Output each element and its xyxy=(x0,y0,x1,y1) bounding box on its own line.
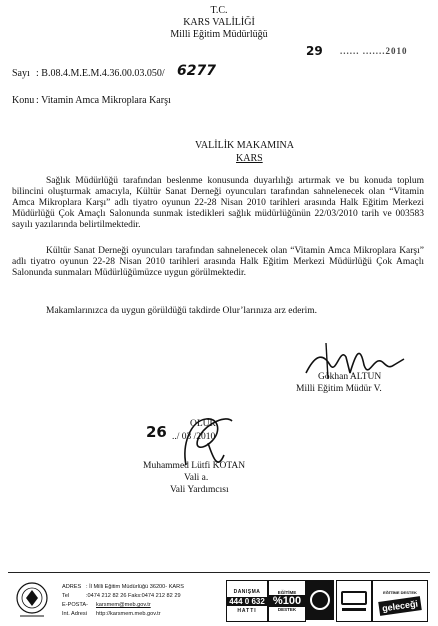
footer-address-label: ADRES xyxy=(62,584,82,590)
danisma-logo-bottom: HATTI xyxy=(237,607,257,614)
gelecek-logo-top: EĞİTİME DESTEK xyxy=(383,589,417,595)
egitime-logo-number: %100 xyxy=(269,595,305,607)
footer-web-link[interactable]: http://karsmem.meb.gov.tr xyxy=(96,611,161,617)
approval-olur: OLUR xyxy=(190,419,216,429)
recipient-line1: VALİLİK MAKAMINA xyxy=(195,140,294,151)
header-tc: T.C. xyxy=(210,5,228,16)
footer-tel-value: :0474 212 82 26 Faks:0474 212 82 29 xyxy=(86,593,181,599)
date-stamp-day: 29 xyxy=(306,44,323,58)
egitime-logo-top: EĞİTİME xyxy=(277,590,297,595)
footer-web-label: Int. Adresi xyxy=(62,611,87,617)
gelecek-logo-main: geleceği xyxy=(378,596,422,616)
header-governorship: KARS VALİLİĞİ xyxy=(183,17,255,28)
approval-title-1: Vali a. xyxy=(184,473,209,483)
footer-tel-label: Tel xyxy=(62,593,70,599)
gelecek-logo xyxy=(372,580,428,622)
footer-address-value: : İl Milli Eğitim Müdürlüğü 36200- KARS xyxy=(86,584,184,590)
approval-date-day: 26 xyxy=(146,423,167,441)
egitime-logo-bottom: DESTEK xyxy=(277,607,297,612)
sayi-handwritten: 6277 xyxy=(177,63,216,79)
footer-divider xyxy=(8,572,430,573)
emblem-logo-dark xyxy=(306,580,334,620)
footer-email-link[interactable]: karsmem@meb.gov.tr xyxy=(96,602,151,608)
danisma-logo-number: 444 0 632 xyxy=(227,597,267,606)
egitime-destek-logo xyxy=(268,580,306,622)
danisma-logo-top: DANIŞMA xyxy=(233,588,261,595)
header-directorate: Milli Eğitim Müdürlüğü xyxy=(170,29,268,40)
approval-title-2: Vali Yardımcısı xyxy=(170,485,229,495)
body-paragraph-1: Sağlık Müdürlüğü tarafından beslenme konusunda duyarlılığı artırmak ve bu konuda toplum bilincini oluşturmak amacıyla, Kültür Sanat Derneği oyuncuları tarafından sahnelenecek olan “Vitamin Amca Mikroplara Karşı” adlı tiyatro oyunun 22-28 Nisan 2010 tarihleri arasında Halk Eğitim Merkezi Müdürlüğü Çok Amaçlı Salonunda sunmak istedikleri sağlık müdürlüğünün 22/03/2010 tarih ve 003583 sayılı yazılarında belirtilmektedir. xyxy=(12,176,424,230)
body-paragraph-2: Kültür Sanat Derneği oyuncuları tarafından sahnelenecek olan “Vitamin Amca Mikroplara Karşı” adlı tiyatro oyunun 22-28 Nisan 2010 tarihleri arasında Halk Eğitim Merkezi Müdürlüğü Çok Amaçlı Salonunda sunmaları Müdürlüğümüzce uygun görülmektedir. xyxy=(12,246,424,278)
footer-email-label: E-POSTA- xyxy=(62,602,89,608)
sayi-label: Sayı xyxy=(12,68,30,79)
konu-label: Konu xyxy=(12,95,35,106)
approval-name: Muhammed Lütfi KOTAN xyxy=(143,461,246,471)
approval-date-rest: ../ 03 /2010 xyxy=(172,432,216,442)
konu-value: : Vitamin Amca Mikroplara Karşı xyxy=(36,95,171,106)
director-name: Gökhan ALTUN xyxy=(318,372,382,382)
danisma-hatti-logo xyxy=(226,580,268,622)
sayi-value: : B.08.4.M.E.M.4.36.00.03.050/ xyxy=(36,68,165,79)
body-paragraph-3: Makamlarınızca da uygun görüldüğü takdirde Olur’larınıza arz ederim. xyxy=(46,306,317,316)
director-title: Milli Eğitim Müdür V. xyxy=(296,384,382,394)
ministry-emblem-icon xyxy=(14,578,50,622)
tv-logo xyxy=(336,580,372,622)
recipient-line2: KARS xyxy=(236,153,263,164)
date-stamp-rest: ...... .......2010 xyxy=(340,46,408,56)
